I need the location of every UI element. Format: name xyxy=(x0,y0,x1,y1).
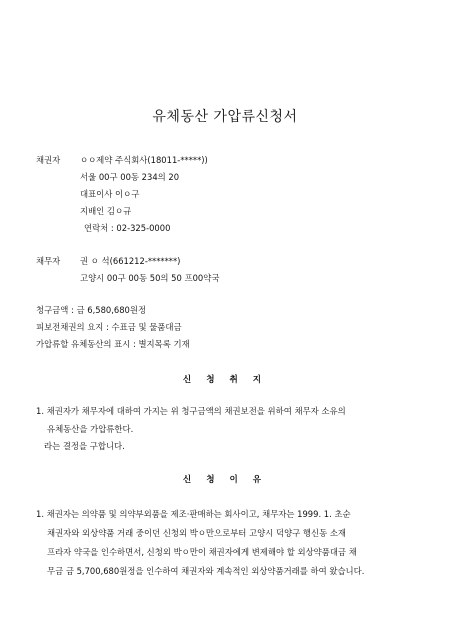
purpose-line-2: 유체동산을 가압류한다. xyxy=(47,424,134,434)
creditor-label: 채권자 xyxy=(36,155,61,165)
claim-amount: 청구금액 : 금 6,580,680원정 xyxy=(36,305,147,315)
seized-goods: 가압류할 유체동산의 표시 : 별지목록 기재 xyxy=(36,339,190,349)
creditor-contact: 연락처 : 02-325-0000 xyxy=(84,223,171,233)
purpose-line-1: 1. 채권자가 채무자에 대하여 가지는 위 청구금액의 채권보전을 위하여 채무자 소유의 xyxy=(36,406,346,416)
creditor-address: 서울 00구 00동 234의 20 xyxy=(80,172,180,182)
debtor-address: 고양시 00구 00동 50의 50 프00약국 xyxy=(80,273,220,283)
debtor-name: 권 ㅇ 석(661212-*******) xyxy=(80,256,181,266)
document-title: 유체동산 가압류신청서 xyxy=(152,109,298,125)
creditor-name: ㅇㅇ제약 주식회사(18011-*****)) xyxy=(80,155,208,165)
reason-line-3: 프라자 약국을 인수하면서, 신청외 박ㅇ만이 채권자에게 변제해야 할 외상약품대금 채 xyxy=(47,547,357,557)
reason-line-4: 무금 금 5,700,680원정을 인수하여 채권자와 계속적인 외상약품거래를 하여 왔습니다. xyxy=(47,566,365,576)
debtor-label: 채무자 xyxy=(36,256,61,266)
creditor-representative: 대표이사 이ㅇ구 xyxy=(80,189,140,199)
purpose-heading: 신 청 취 지 xyxy=(182,375,268,385)
claim-summary: 피보전채권의 요지 : 수표금 및 물품대금 xyxy=(36,322,182,332)
reason-line-1: 1. 채권자는 의약품 및 의약부외품을 제조·판매하는 회사이고, 채무자는 1999. 1. 초순 xyxy=(36,509,351,519)
purpose-line-3: 라는 결정을 구합니다. xyxy=(44,441,125,451)
reason-heading: 신 청 이 유 xyxy=(182,475,268,485)
creditor-manager: 지배인 김ㅇ규 xyxy=(80,206,132,216)
reason-line-2: 채권자와 외상약품 거래 중이던 신청외 박ㅇ만으로부터 고양시 덕양구 행신동 소재 xyxy=(47,528,347,538)
